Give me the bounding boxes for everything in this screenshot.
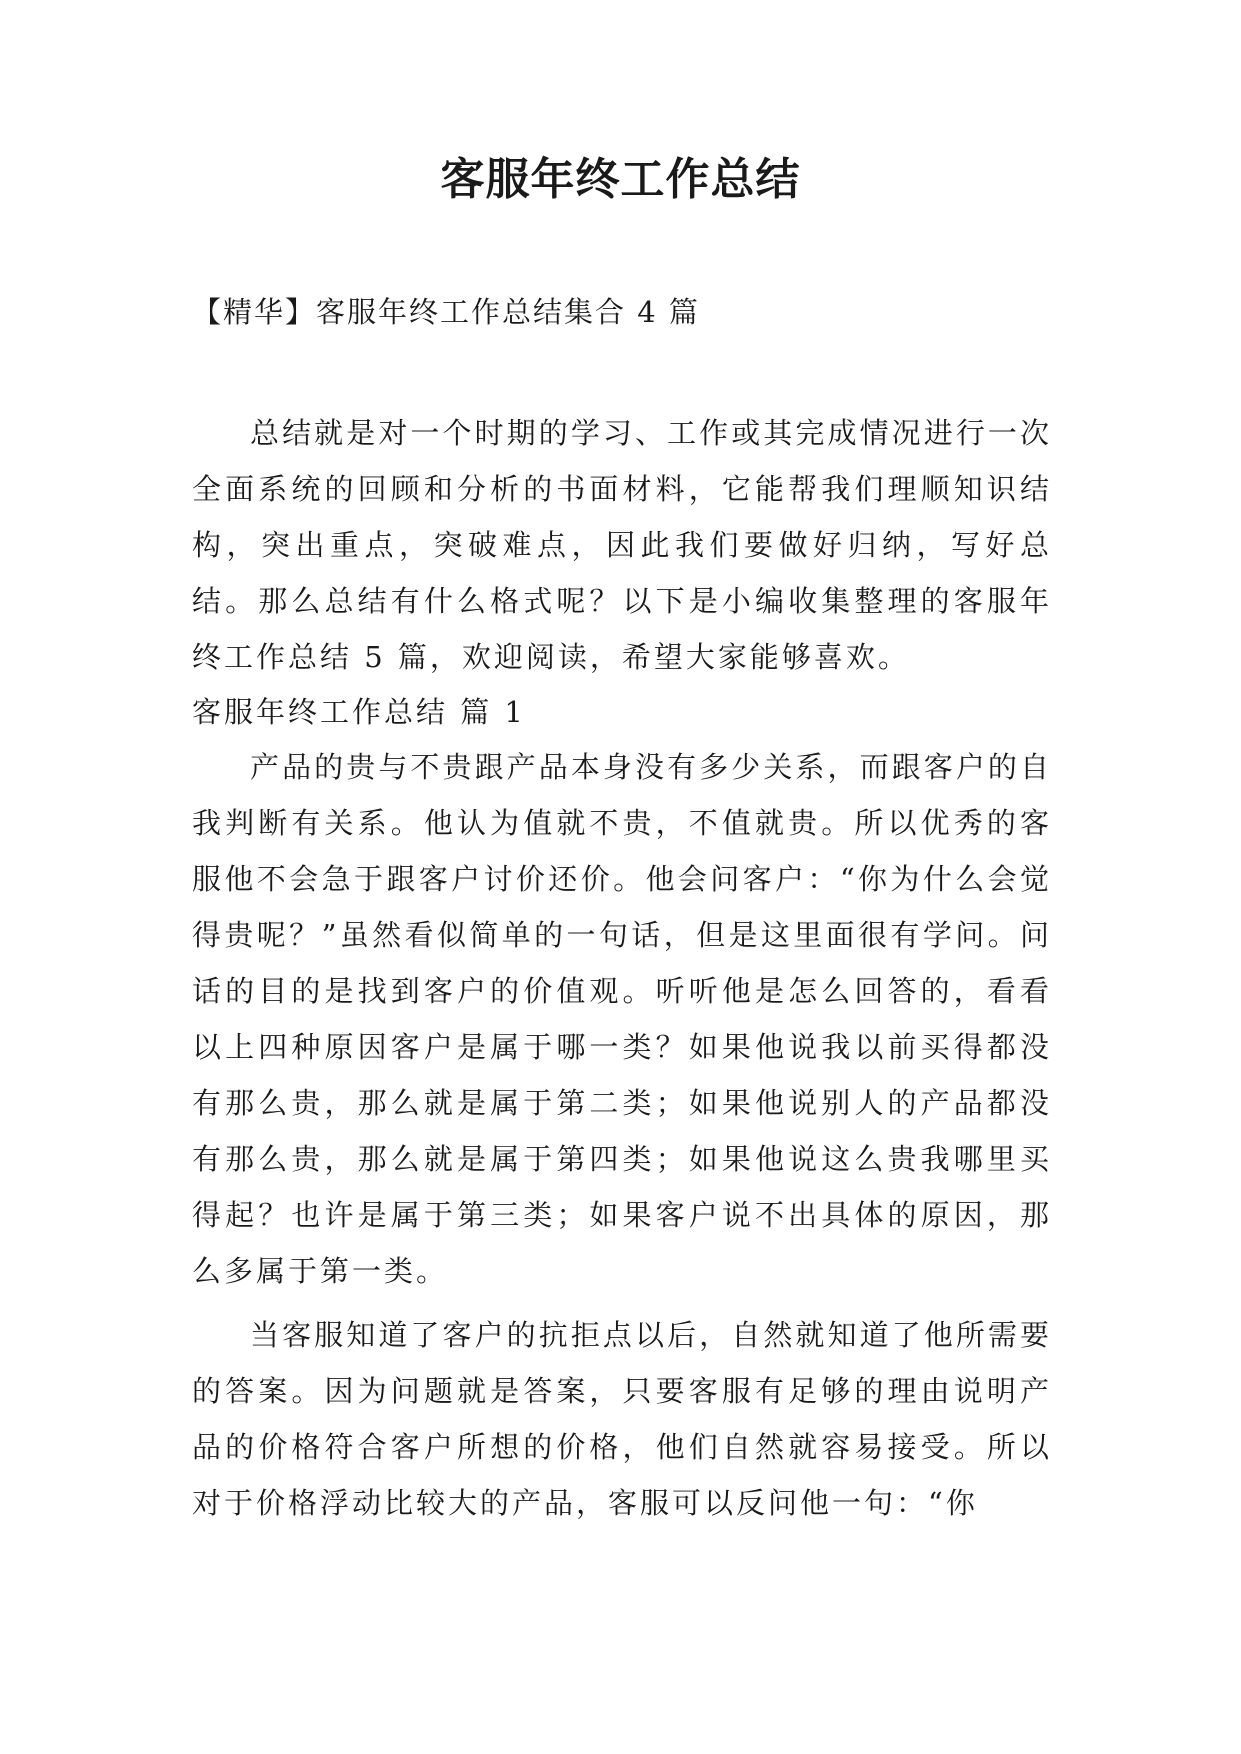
body-paragraph-1: 产品的贵与不贵跟产品本身没有多少关系，而跟客户的自我判断有关系。他认为值就不贵，不值就贵。所以优秀的客服他不会急于跟客户讨价还价。他会问客户：“你为什么会觉得贵呢？”虽然看似简单的一句话，但是这里面很有学问。问话的目的是找到客户的价值观。听听他是怎么回答的，看看以上四种原因客户是属于哪一类？如果他说我以前买得都没有那么贵，那么就是属于第二类；如果他说别人的产品都没有那么贵，那么就是属于第四类；如果他说这么贵我哪里买得起？也许是属于第三类；如果客户说不出具体的原因，那么多属于第一类。 bbox=[192, 750, 1052, 1288]
document-subtitle: 【精华】客服年终工作总结集合 4 篇 bbox=[192, 295, 700, 329]
document-title: 客服年终工作总结 bbox=[440, 154, 801, 205]
document-body bbox=[192, 405, 1052, 1531]
body-paragraph-2: 当客服知道了客户的抗拒点以后，自然就知道了他所需要的答案。因为问题就是答案，只要客服有足够的理由说明产品的价格符合客户所想的价格，他们自然就容易接受。所以对于价格浮动比较大的产品，客服可以反问他一句：“你 bbox=[192, 1318, 1052, 1520]
section-heading: 客服年终工作总结 篇 1 bbox=[192, 695, 526, 729]
intro-paragraph: 总结就是对一个时期的学习、工作或其完成情况进行一次全面系统的回顾和分析的书面材料，它能帮我们理顺知识结构，突出重点，突破难点，因此我们要做好归纳，写好总结。那么总结有什么格式呢？以下是小编收集整理的客服年终工作总结 5 篇，欢迎阅读，希望大家能够喜欢。 bbox=[192, 416, 1052, 674]
